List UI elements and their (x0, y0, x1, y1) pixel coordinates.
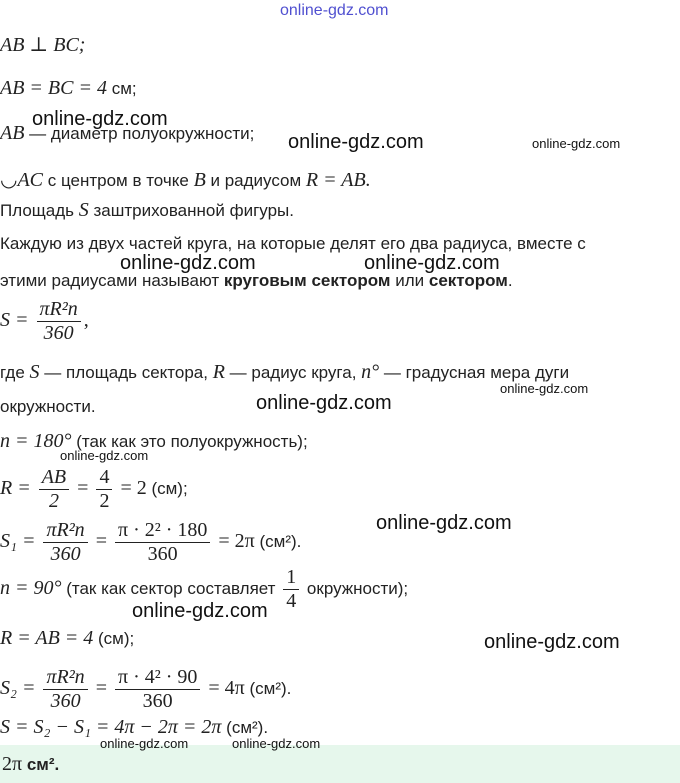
step1-s1-unit: (см²). (254, 531, 302, 551)
watermark: online-gdz.com (500, 381, 589, 396)
step2-s2-den1: 360 (50, 690, 81, 712)
step2-n-math: n = 90° (0, 576, 62, 599)
step1-n (0, 430, 308, 453)
explain-r: R (212, 361, 225, 383)
given-equal (0, 77, 137, 100)
step1-s1-lhs: S₁ = (0, 529, 41, 552)
step2-frac-num: 1 (283, 566, 299, 590)
watermark: online-gdz.com (60, 448, 149, 463)
step1-r-num1: AB (39, 466, 69, 490)
step1-s1-den1: 360 (50, 543, 81, 565)
given-arc-r: R = AB. (305, 169, 371, 191)
explain-start: где (0, 363, 30, 382)
definition-bold-sector: сектором (428, 271, 508, 290)
step1-s1-res: = 2π (213, 529, 255, 552)
step1-r-num2: 4 (96, 466, 112, 490)
step1-area: S₁ = $\frac{\text{πR²n}}{360}$ = $\frac{\text{π · 2² · 180}}{360}$ = 2π (см²). (0, 519, 302, 565)
explain-s: S (29, 361, 40, 383)
step2-s2-num2: π · 4² · 90 (115, 666, 200, 690)
definition-line2-start: этими радиусами называют (0, 271, 224, 290)
step1-r-res: = 2 (115, 476, 147, 499)
step1-radius (0, 466, 188, 513)
watermark: online-gdz.com (484, 631, 620, 653)
step1-r-frac2 (96, 466, 112, 513)
watermark: online-gdz.com (132, 600, 268, 622)
step2-radius (0, 627, 134, 650)
step1-n-text: (так как это полуокружность); (71, 432, 308, 451)
explain-t1: — площадь сектора, (39, 363, 213, 382)
step1-s1-den2: 360 (147, 543, 178, 565)
sector-formula-tail: , (83, 308, 89, 331)
sector-formula-den: 360 (43, 322, 74, 344)
definition-line1: Каждую из двух частей круга, на которые делят его два радиуса, вместе с (0, 234, 586, 253)
step2-n-text2: окружности); (302, 578, 409, 598)
step2-s2-den2: 360 (142, 690, 173, 712)
step1-r-unit: (см); (146, 478, 188, 498)
step2-s2-res: = 4π (203, 676, 245, 699)
step1-r-den1: 2 (48, 490, 59, 512)
sector-formula-lhs: S = (0, 308, 34, 331)
definition-end: . (507, 271, 513, 290)
step1-n-math: n = 180° (0, 430, 72, 452)
step2-s2-lhs: S₂ = (0, 676, 41, 699)
find-s: S (78, 199, 89, 221)
step1-s1-num2: π · 2² · 180 (115, 519, 210, 543)
find-prefix: Площадь (0, 201, 79, 220)
step2-r-math: R = AB = 4 (0, 627, 94, 649)
watermark: online-gdz.com (364, 252, 500, 274)
answer-line (2, 753, 59, 776)
watermark: online-gdz.com (376, 512, 512, 534)
watermark: online-gdz.com (232, 736, 321, 751)
given-perpendicular: AB ⊥ BC; (0, 34, 86, 56)
given-diameter-text: — диаметр полуокружности; (24, 124, 255, 143)
step2-frac-den: 4 (286, 590, 297, 612)
step2-r-unit: (см); (93, 629, 135, 648)
sector-formula-num: πR²n (37, 298, 81, 322)
watermark: online-gdz.com (100, 736, 189, 751)
step2-s2-unit: (см²). (244, 678, 292, 698)
result-math: S = S₂ − S₁ = 4π − 2π = 2π (0, 716, 222, 738)
given-arc-text1: с центром в точке (43, 171, 194, 190)
step2-s2-frac1 (43, 666, 87, 713)
given-diameter-math: AB (0, 122, 25, 144)
explain-line1 (0, 361, 569, 384)
watermark-top: online-gdz.com (280, 2, 389, 19)
step2-s2-frac2 (115, 666, 200, 713)
step1-r-den2: 2 (99, 490, 110, 512)
explain-t3: — градусная мера дуги (379, 363, 570, 382)
explain-t2: — радиус круга, (224, 363, 362, 382)
step2-s2-num1: πR²n (43, 666, 87, 690)
answer-math: 2π (2, 753, 23, 775)
result-unit: (см²). (221, 718, 269, 737)
sector-formula-fraction (37, 298, 81, 345)
given-equal-math: AB = BC = 4 (0, 77, 107, 99)
given-equal-unit: см; (106, 79, 137, 98)
explain-line2: окружности. (0, 397, 96, 416)
step1-s1-frac2 (115, 519, 210, 566)
given-arc-text2: и радиусом (205, 171, 306, 190)
step1-r-lhs: R = (0, 476, 36, 499)
step1-s1-frac1 (43, 519, 87, 566)
find-line (0, 199, 294, 222)
find-suffix: заштрихованной фигуры. (88, 201, 294, 220)
watermark: online-gdz.com (288, 131, 424, 153)
step2-area: S₂ = $\frac{\text{πR²n}}{360}$ = $\frac{\text{π · 4² · 90}}{360}$ = 4π (см²). (0, 666, 292, 712)
watermark: online-gdz.com (532, 136, 621, 151)
answer-unit: см². (22, 755, 60, 774)
step1-s1-num1: πR²n (43, 519, 87, 543)
explain-n: n° (361, 361, 380, 383)
given-arc-b: B (193, 169, 206, 191)
watermark: online-gdz.com (32, 108, 168, 130)
given-arc (0, 167, 371, 192)
sector-formula (0, 298, 89, 345)
step2-n-text1: (так как сектор составляет (61, 578, 281, 598)
step1-r-eq: = (72, 476, 94, 499)
step2-quarter-frac (283, 566, 299, 613)
given-arc-math: ◡AC (0, 169, 44, 191)
definition-bold-sector-circular: круговым сектором (223, 271, 391, 290)
watermark: online-gdz.com (256, 392, 392, 414)
step1-r-frac1 (39, 466, 69, 513)
definition-mid: или (390, 271, 429, 290)
watermark: online-gdz.com (120, 252, 256, 274)
